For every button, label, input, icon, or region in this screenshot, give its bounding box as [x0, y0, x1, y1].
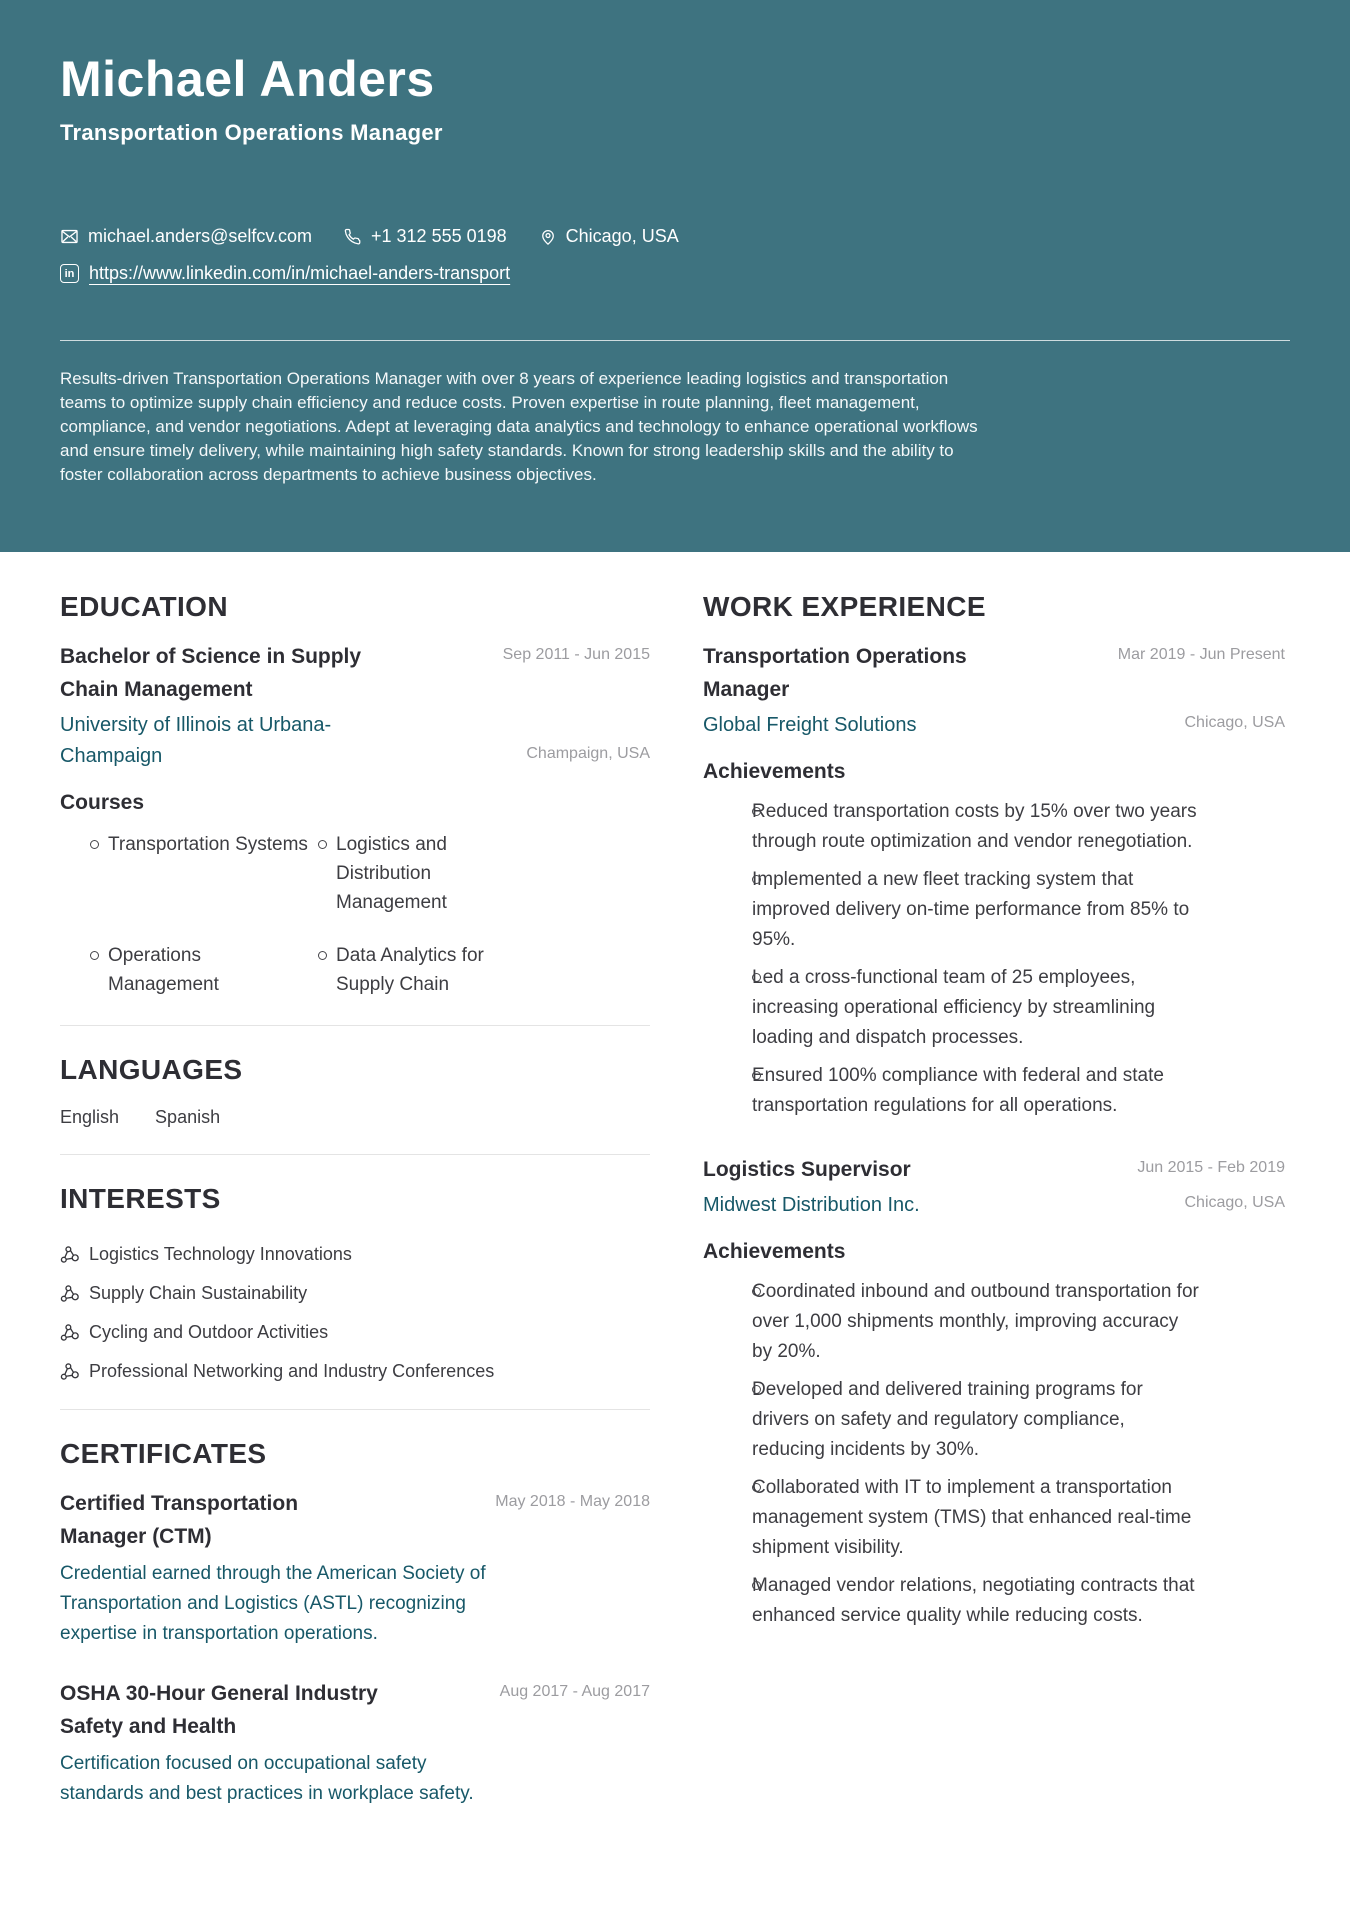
job-position: Transportation Operations Manager	[703, 645, 967, 701]
linkedin-row	[60, 263, 1290, 284]
courses-list	[90, 830, 650, 999]
course-item: Operations Management	[90, 941, 312, 999]
achievements-label: Achievements	[703, 1240, 846, 1263]
achievement-item: Reduced transportation costs by 15% over two years through route optimization and vendor renegotiation.	[752, 797, 1202, 857]
network-icon	[60, 1245, 79, 1264]
interest-item-label: Professional Networking and Industry Conferences	[89, 1360, 495, 1381]
section-divider	[60, 1025, 650, 1026]
linkedin-link[interactable]: https://www.linkedin.com/in/michael-anders-transport	[89, 263, 511, 283]
job-entry	[703, 640, 1285, 1121]
right-column	[703, 590, 1285, 1809]
languages-list	[60, 1107, 650, 1128]
course-item: Logistics and Distribution Management	[318, 830, 506, 917]
certificate-name: OSHA 30-Hour General Industry Safety and Health	[60, 1682, 378, 1738]
achievements-label: Achievements	[703, 760, 846, 783]
section-divider	[60, 1409, 650, 1410]
education-entry-main	[60, 640, 386, 772]
interest-item	[60, 1242, 650, 1266]
certificate-description: Certification focused on occupational safety standards and best practices in workplace safety.	[60, 1753, 474, 1804]
achievements-list	[752, 797, 1285, 1121]
education-title: EDUCATION	[60, 591, 228, 622]
contact-phone	[344, 226, 507, 247]
school-name: University of Illinois at Urbana-Champaign	[60, 714, 332, 767]
achievement-item: Led a cross-functional team of 25 employees, increasing operational efficiency by streamlining loading and dispatch processes.	[752, 963, 1202, 1053]
achievement-item: Implemented a new fleet tracking system that improved delivery on-time performance from 85% to 95%.	[752, 865, 1202, 955]
achievement-item: Ensured 100% compliance with federal and state transportation regulations for all operations.	[752, 1061, 1202, 1121]
interest-item	[60, 1320, 650, 1344]
achievement-item: Developed and delivered training programs for drivers on safety and regulatory compliance, reducing incidents by 30%.	[752, 1375, 1202, 1465]
language-item: English	[60, 1107, 120, 1127]
languages-title: LANGUAGES	[60, 1054, 243, 1085]
person-name: Michael Anders	[60, 51, 435, 107]
interest-item-label: Supply Chain Sustainability	[89, 1282, 308, 1303]
job-location: Chicago, USA	[1184, 1194, 1285, 1211]
interest-item-label: Logistics Technology Innovations	[89, 1243, 352, 1264]
job-date: Mar 2019 - Jun Present	[1117, 646, 1285, 663]
job-date: Jun 2015 - Feb 2019	[1137, 1159, 1285, 1176]
certificate-entry	[60, 1487, 650, 1649]
certificate-description: Credential earned through the American Society of Transportation and Logistics (ASTL) recognizing expertise in transportation operations.	[60, 1563, 486, 1644]
profile-summary: Results-driven Transportation Operations Manager with over 8 years of experience leading logistics and transportation teams to optimize supply chain efficiency and reduce costs. Proven expertise in route planning, fleet management, compliance, and vendor negotiations. Adept at leveraging data analytics and technology to enhance operational workflows and ensure timely delivery, while maintaining high safety standards. Known for strong leadership skills and the ability to foster collaboration across departments to achieve business objectives.	[60, 369, 978, 484]
interest-item	[60, 1281, 650, 1305]
contact-location	[539, 226, 679, 247]
degree-title: Bachelor of Science in Supply Chain Management	[60, 645, 362, 701]
education-date: Sep 2011 - Jun 2015	[502, 646, 650, 663]
section-divider	[60, 1154, 650, 1155]
job-position: Logistics Supervisor	[703, 1158, 911, 1181]
network-icon	[60, 1362, 79, 1381]
interests-title: INTERESTS	[60, 1183, 221, 1214]
work-experience-title: WORK EXPERIENCE	[703, 591, 986, 622]
phone-icon	[344, 228, 362, 246]
mail-icon	[60, 227, 79, 246]
education-section	[60, 590, 650, 999]
company-name: Global Freight Solutions	[703, 714, 917, 736]
linkedin-icon: in	[60, 264, 79, 283]
job-entry	[703, 1153, 1285, 1631]
contact-row	[60, 226, 1290, 247]
languages-section	[60, 1053, 650, 1128]
interests-section	[60, 1182, 650, 1383]
contact-email	[60, 226, 312, 247]
certificates-title: CERTIFICATES	[60, 1438, 267, 1469]
network-icon	[60, 1323, 79, 1342]
interest-item-label: Cycling and Outdoor Activities	[89, 1321, 329, 1342]
education-location: Champaign, USA	[526, 745, 650, 762]
certificate-date: Aug 2017 - Aug 2017	[499, 1683, 650, 1700]
certificate-entry	[60, 1677, 650, 1809]
course-item: Data Analytics for Supply Chain	[318, 941, 506, 999]
company-name: Midwest Distribution Inc.	[703, 1194, 920, 1216]
certificates-section	[60, 1437, 650, 1809]
interest-item	[60, 1359, 650, 1383]
education-entry-meta	[503, 640, 650, 772]
course-item: Transportation Systems	[90, 830, 312, 917]
job-location: Chicago, USA	[1184, 714, 1285, 731]
achievement-item: Coordinated inbound and outbound transportation for over 1,000 shipments monthly, improving accuracy by 20%.	[752, 1277, 1202, 1367]
achievement-item: Managed vendor relations, negotiating contracts that enhanced service quality while reducing costs.	[752, 1571, 1202, 1631]
contact-phone-text: +1 312 555 0198	[371, 226, 507, 246]
left-column	[60, 590, 650, 1809]
language-item: Spanish	[155, 1107, 221, 1127]
header	[0, 0, 1350, 552]
header-divider	[60, 340, 1290, 341]
achievement-item: Collaborated with IT to implement a transportation management system (TMS) that enhanced real-time shipment visibility.	[752, 1473, 1202, 1563]
contact-email-text: michael.anders@selfcv.com	[88, 226, 313, 246]
achievements-list	[752, 1277, 1285, 1631]
person-job-title: Transportation Operations Manager	[60, 120, 443, 145]
interests-list	[60, 1242, 650, 1383]
education-entry	[60, 640, 650, 772]
contact-location-text: Chicago, USA	[565, 226, 679, 246]
courses-label: Courses	[60, 791, 145, 814]
work-experience-section	[703, 590, 1285, 1631]
content-columns	[0, 590, 1350, 1809]
network-icon	[60, 1284, 79, 1303]
certificate-name: Certified Transportation Manager (CTM)	[60, 1492, 299, 1548]
location-pin-icon	[539, 228, 557, 246]
certificate-date: May 2018 - May 2018	[495, 1493, 650, 1510]
